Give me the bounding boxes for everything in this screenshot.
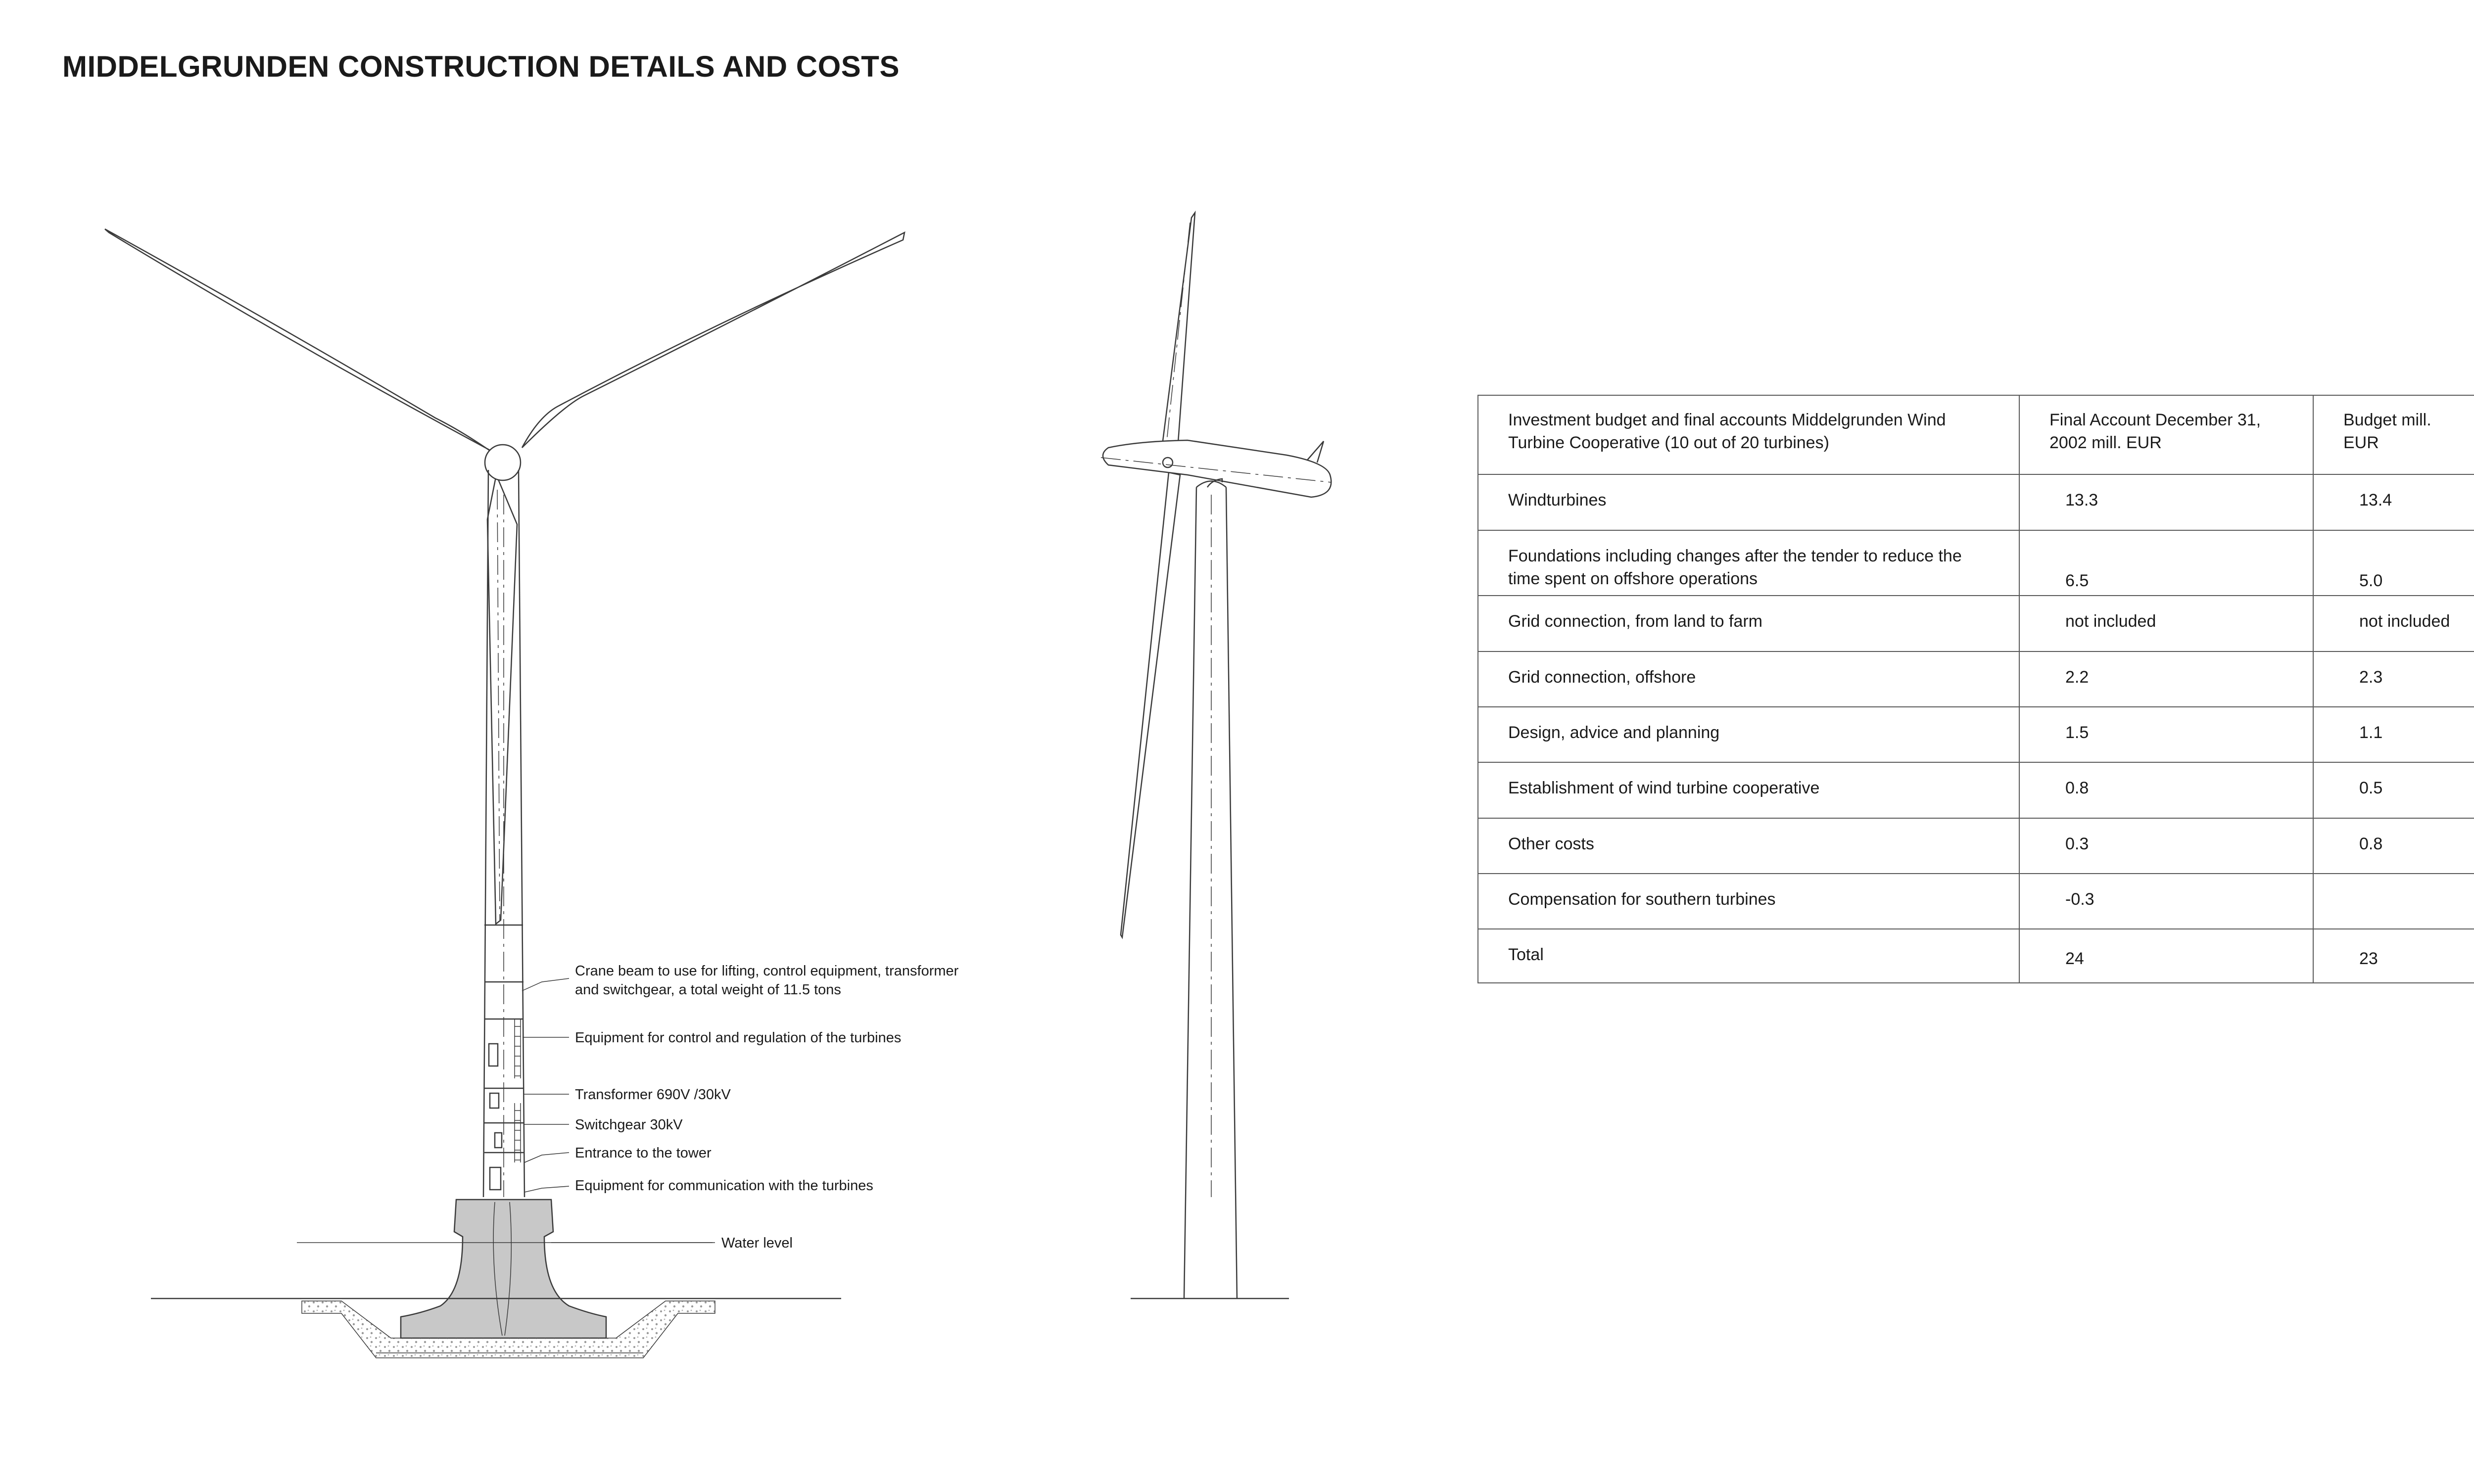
row-item: Design, advice and planning bbox=[1478, 707, 2019, 762]
row-item: Grid connection, offshore bbox=[1478, 651, 2019, 707]
table-row bbox=[1478, 874, 2474, 929]
table-row bbox=[1478, 596, 2474, 651]
hub bbox=[485, 445, 521, 480]
table-row bbox=[1478, 530, 2474, 596]
row-item: Other costs bbox=[1478, 818, 2019, 874]
row-budget: not included bbox=[2313, 596, 2474, 651]
cost-table bbox=[1477, 395, 2474, 983]
annotation-crane-beam-2: and switchgear, a total weight of 11.5 tons bbox=[575, 982, 841, 998]
row-budget: 0.5 bbox=[2313, 762, 2474, 818]
table-row bbox=[1478, 707, 2474, 762]
blade-right bbox=[522, 232, 904, 448]
table-row bbox=[1478, 818, 2474, 874]
page-title: MIDDELGRUNDEN CONSTRUCTION DETAILS AND COSTS bbox=[62, 50, 900, 83]
row-budget: 23 bbox=[2313, 929, 2474, 983]
header-item: Investment budget and final accounts Middelgrunden Wind Turbine Cooperative (10 out of 20 turbines) bbox=[1478, 395, 2019, 474]
annotation-crane-beam-1: Crane beam to use for lifting, control equipment, transformer bbox=[575, 963, 959, 979]
row-final: 1.5 bbox=[2019, 707, 2313, 762]
row-final: 13.3 bbox=[2019, 474, 2313, 530]
table-row bbox=[1478, 762, 2474, 818]
annotation-control-equipment: Equipment for control and regulation of the turbines bbox=[575, 1030, 902, 1046]
nacelle bbox=[1103, 440, 1331, 497]
row-final: not included bbox=[2019, 596, 2313, 651]
blade-down bbox=[487, 475, 517, 924]
row-final: 6.5 bbox=[2019, 530, 2313, 596]
row-item: Windturbines bbox=[1478, 474, 2019, 530]
row-item: Establishment of wind turbine cooperative bbox=[1478, 762, 2019, 818]
blade-left bbox=[105, 229, 500, 458]
table-row bbox=[1478, 651, 2474, 707]
row-final: 24 bbox=[2019, 929, 2313, 983]
row-budget: 1.1 bbox=[2313, 707, 2474, 762]
annotation-communication: Equipment for communication with the turbines bbox=[575, 1178, 873, 1194]
row-item: Compensation for southern turbines bbox=[1478, 874, 2019, 929]
side-view-turbine bbox=[1101, 213, 1331, 1298]
row-budget bbox=[2313, 874, 2474, 929]
row-final: 0.8 bbox=[2019, 762, 2313, 818]
table-row-total bbox=[1478, 929, 2474, 983]
row-item: Foundations including changes after the tender to reduce the time spent on offshore operations bbox=[1478, 530, 2019, 596]
row-item: Grid connection, from land to farm bbox=[1478, 596, 2019, 651]
row-budget: 5.0 bbox=[2313, 530, 2474, 596]
table-row bbox=[1478, 474, 2474, 530]
row-budget: 2.3 bbox=[2313, 651, 2474, 707]
row-budget: 0.8 bbox=[2313, 818, 2474, 874]
annotation-transformer: Transformer 690V /30kV bbox=[575, 1087, 731, 1103]
row-item: Total bbox=[1478, 929, 2019, 983]
row-final: 2.2 bbox=[2019, 651, 2313, 707]
annotation-water-level: Water level bbox=[721, 1235, 793, 1251]
annotation-switchgear: Switchgear 30kV bbox=[575, 1117, 683, 1133]
concrete-foundation bbox=[401, 1200, 606, 1338]
row-final: 0.3 bbox=[2019, 818, 2313, 874]
row-final: -0.3 bbox=[2019, 874, 2313, 929]
header-budget: Budget mill. EUR bbox=[2313, 395, 2474, 474]
row-budget: 13.4 bbox=[2313, 474, 2474, 530]
table-header-row bbox=[1478, 395, 2474, 474]
side-blade-down bbox=[1121, 472, 1180, 937]
header-final-account: Final Account December 31, 2002 mill. EUR bbox=[2019, 395, 2313, 474]
annotation-entrance: Entrance to the tower bbox=[575, 1145, 712, 1161]
